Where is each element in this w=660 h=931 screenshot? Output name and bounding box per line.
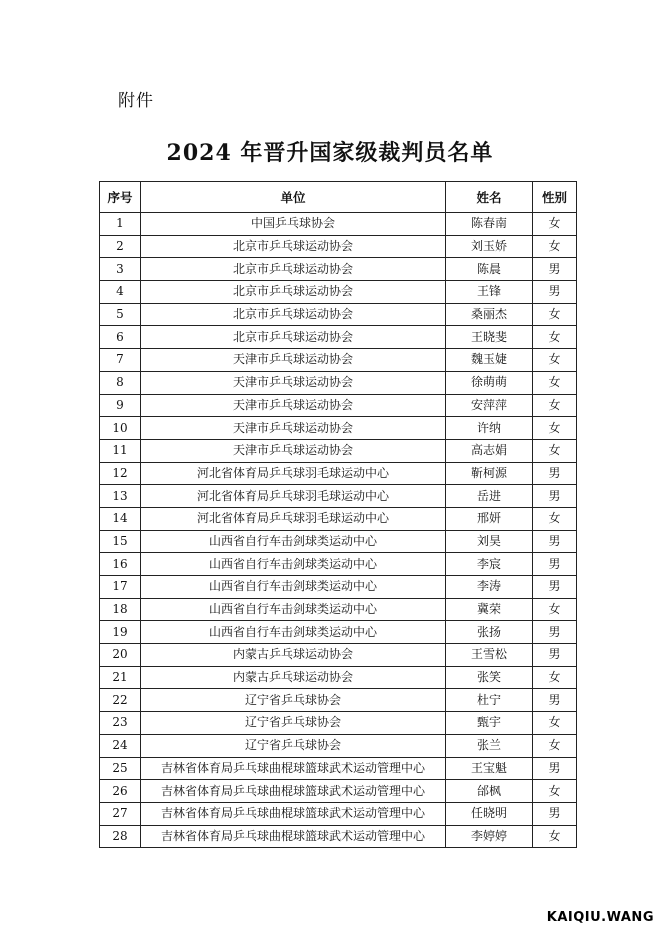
table-row (100, 621, 577, 644)
cell-index: 6 (100, 326, 141, 349)
table-row (100, 281, 577, 304)
cell-name: 陈春南 (446, 213, 533, 236)
cell-unit: 北京市乒乓球运动协会 (141, 303, 446, 326)
header-name: 姓名 (446, 182, 533, 213)
cell-name: 王锋 (446, 281, 533, 304)
cell-index: 10 (100, 417, 141, 440)
table-row (100, 394, 577, 417)
table-row (100, 349, 577, 372)
cell-name: 李涛 (446, 576, 533, 599)
table-row (100, 235, 577, 258)
cell-unit: 山西省自行车击剑球类运动中心 (141, 576, 446, 599)
cell-unit: 北京市乒乓球运动协会 (141, 281, 446, 304)
cell-gender: 女 (533, 371, 577, 394)
cell-gender: 男 (533, 258, 577, 281)
cell-name: 任晓明 (446, 802, 533, 825)
cell-index: 27 (100, 802, 141, 825)
cell-unit: 北京市乒乓球运动协会 (141, 326, 446, 349)
cell-gender: 男 (533, 576, 577, 599)
cell-index: 16 (100, 553, 141, 576)
cell-index: 8 (100, 371, 141, 394)
cell-gender: 女 (533, 439, 577, 462)
table-row (100, 825, 577, 848)
page-title: 2024 年晋升国家级裁判员名单 (166, 140, 494, 166)
table-row (100, 303, 577, 326)
cell-gender: 女 (533, 734, 577, 757)
cell-gender: 女 (533, 417, 577, 440)
table-row (100, 417, 577, 440)
referee-table (99, 181, 577, 848)
cell-name: 杜宁 (446, 689, 533, 712)
cell-unit: 山西省自行车击剑球类运动中心 (141, 553, 446, 576)
header-unit: 单位 (141, 182, 446, 213)
cell-index: 25 (100, 757, 141, 780)
table-row (100, 802, 577, 825)
cell-gender: 女 (533, 235, 577, 258)
cell-name: 刘玉娇 (446, 235, 533, 258)
cell-unit: 中国乒乓球协会 (141, 213, 446, 236)
table-row (100, 598, 577, 621)
table-row (100, 439, 577, 462)
cell-index: 2 (100, 235, 141, 258)
cell-unit: 辽宁省乒乓球协会 (141, 689, 446, 712)
cell-unit: 河北省体育局乒乓球羽毛球运动中心 (141, 507, 446, 530)
cell-unit: 内蒙古乒乓球运动协会 (141, 644, 446, 667)
cell-gender: 女 (533, 507, 577, 530)
cell-name: 张笑 (446, 666, 533, 689)
cell-unit: 天津市乒乓球运动协会 (141, 349, 446, 372)
table-body (100, 213, 577, 848)
table-row (100, 326, 577, 349)
cell-gender: 女 (533, 825, 577, 848)
cell-name: 徐萌萌 (446, 371, 533, 394)
table-row (100, 666, 577, 689)
table-row (100, 576, 577, 599)
cell-gender: 女 (533, 598, 577, 621)
cell-name: 魏玉婕 (446, 349, 533, 372)
table-row (100, 757, 577, 780)
table-row (100, 644, 577, 667)
cell-name: 岳进 (446, 485, 533, 508)
cell-index: 9 (100, 394, 141, 417)
cell-gender: 女 (533, 666, 577, 689)
cell-unit: 天津市乒乓球运动协会 (141, 394, 446, 417)
cell-name: 王晓斐 (446, 326, 533, 349)
header-gender: 性别 (533, 182, 577, 213)
cell-index: 11 (100, 439, 141, 462)
cell-index: 5 (100, 303, 141, 326)
cell-unit: 吉林省体育局乒乓球曲棍球篮球武术运动管理中心 (141, 802, 446, 825)
cell-unit: 天津市乒乓球运动协会 (141, 371, 446, 394)
table-row (100, 734, 577, 757)
cell-name: 陈晨 (446, 258, 533, 281)
table-row (100, 553, 577, 576)
cell-gender: 男 (533, 802, 577, 825)
cell-gender: 男 (533, 553, 577, 576)
cell-gender: 女 (533, 349, 577, 372)
cell-gender: 男 (533, 621, 577, 644)
cell-name: 王宝魁 (446, 757, 533, 780)
cell-gender: 男 (533, 281, 577, 304)
cell-name: 安萍萍 (446, 394, 533, 417)
cell-index: 20 (100, 644, 141, 667)
cell-gender: 女 (533, 780, 577, 803)
cell-name: 李宸 (446, 553, 533, 576)
table-row (100, 507, 577, 530)
cell-unit: 内蒙古乒乓球运动协会 (141, 666, 446, 689)
cell-unit: 山西省自行车击剑球类运动中心 (141, 530, 446, 553)
table-row (100, 462, 577, 485)
cell-name: 冀荣 (446, 598, 533, 621)
cell-index: 1 (100, 213, 141, 236)
cell-name: 张扬 (446, 621, 533, 644)
cell-gender: 女 (533, 213, 577, 236)
watermark: KAIQIU.WANG (546, 910, 654, 925)
cell-gender: 女 (533, 326, 577, 349)
cell-gender: 男 (533, 462, 577, 485)
cell-index: 4 (100, 281, 141, 304)
cell-index: 12 (100, 462, 141, 485)
attachment-label: 附件 (118, 91, 154, 111)
table-row (100, 780, 577, 803)
table-row (100, 258, 577, 281)
cell-index: 14 (100, 507, 141, 530)
header-index: 序号 (100, 182, 141, 213)
cell-index: 22 (100, 689, 141, 712)
cell-index: 26 (100, 780, 141, 803)
cell-unit: 吉林省体育局乒乓球曲棍球篮球武术运动管理中心 (141, 757, 446, 780)
cell-gender: 男 (533, 485, 577, 508)
cell-name: 许纳 (446, 417, 533, 440)
cell-unit: 河北省体育局乒乓球羽毛球运动中心 (141, 462, 446, 485)
cell-name: 邢妍 (446, 507, 533, 530)
cell-index: 13 (100, 485, 141, 508)
table-row (100, 530, 577, 553)
cell-unit: 山西省自行车击剑球类运动中心 (141, 598, 446, 621)
cell-name: 王雪松 (446, 644, 533, 667)
cell-gender: 女 (533, 712, 577, 735)
cell-unit: 河北省体育局乒乓球羽毛球运动中心 (141, 485, 446, 508)
cell-index: 3 (100, 258, 141, 281)
cell-name: 甄宇 (446, 712, 533, 735)
cell-unit: 吉林省体育局乒乓球曲棍球篮球武术运动管理中心 (141, 780, 446, 803)
cell-name: 靳柯源 (446, 462, 533, 485)
cell-unit: 北京市乒乓球运动协会 (141, 235, 446, 258)
table-row (100, 485, 577, 508)
cell-name: 桑丽杰 (446, 303, 533, 326)
cell-unit: 天津市乒乓球运动协会 (141, 439, 446, 462)
table-row (100, 371, 577, 394)
cell-index: 19 (100, 621, 141, 644)
cell-unit: 北京市乒乓球运动协会 (141, 258, 446, 281)
cell-index: 7 (100, 349, 141, 372)
cell-index: 28 (100, 825, 141, 848)
cell-index: 17 (100, 576, 141, 599)
cell-name: 高志娟 (446, 439, 533, 462)
cell-index: 24 (100, 734, 141, 757)
cell-index: 23 (100, 712, 141, 735)
cell-unit: 辽宁省乒乓球协会 (141, 712, 446, 735)
cell-unit: 吉林省体育局乒乓球曲棍球篮球武术运动管理中心 (141, 825, 446, 848)
cell-unit: 山西省自行车击剑球类运动中心 (141, 621, 446, 644)
table-row (100, 712, 577, 735)
cell-name: 张兰 (446, 734, 533, 757)
cell-gender: 男 (533, 644, 577, 667)
cell-name: 刘昊 (446, 530, 533, 553)
cell-gender: 女 (533, 303, 577, 326)
cell-gender: 男 (533, 530, 577, 553)
cell-unit: 天津市乒乓球运动协会 (141, 417, 446, 440)
table-row (100, 689, 577, 712)
table-row (100, 213, 577, 236)
cell-gender: 女 (533, 394, 577, 417)
cell-unit: 辽宁省乒乓球协会 (141, 734, 446, 757)
cell-name: 邰枫 (446, 780, 533, 803)
cell-gender: 男 (533, 689, 577, 712)
cell-name: 李婷婷 (446, 825, 533, 848)
cell-index: 18 (100, 598, 141, 621)
cell-gender: 男 (533, 757, 577, 780)
cell-index: 21 (100, 666, 141, 689)
cell-index: 15 (100, 530, 141, 553)
table-header-row (100, 182, 577, 213)
